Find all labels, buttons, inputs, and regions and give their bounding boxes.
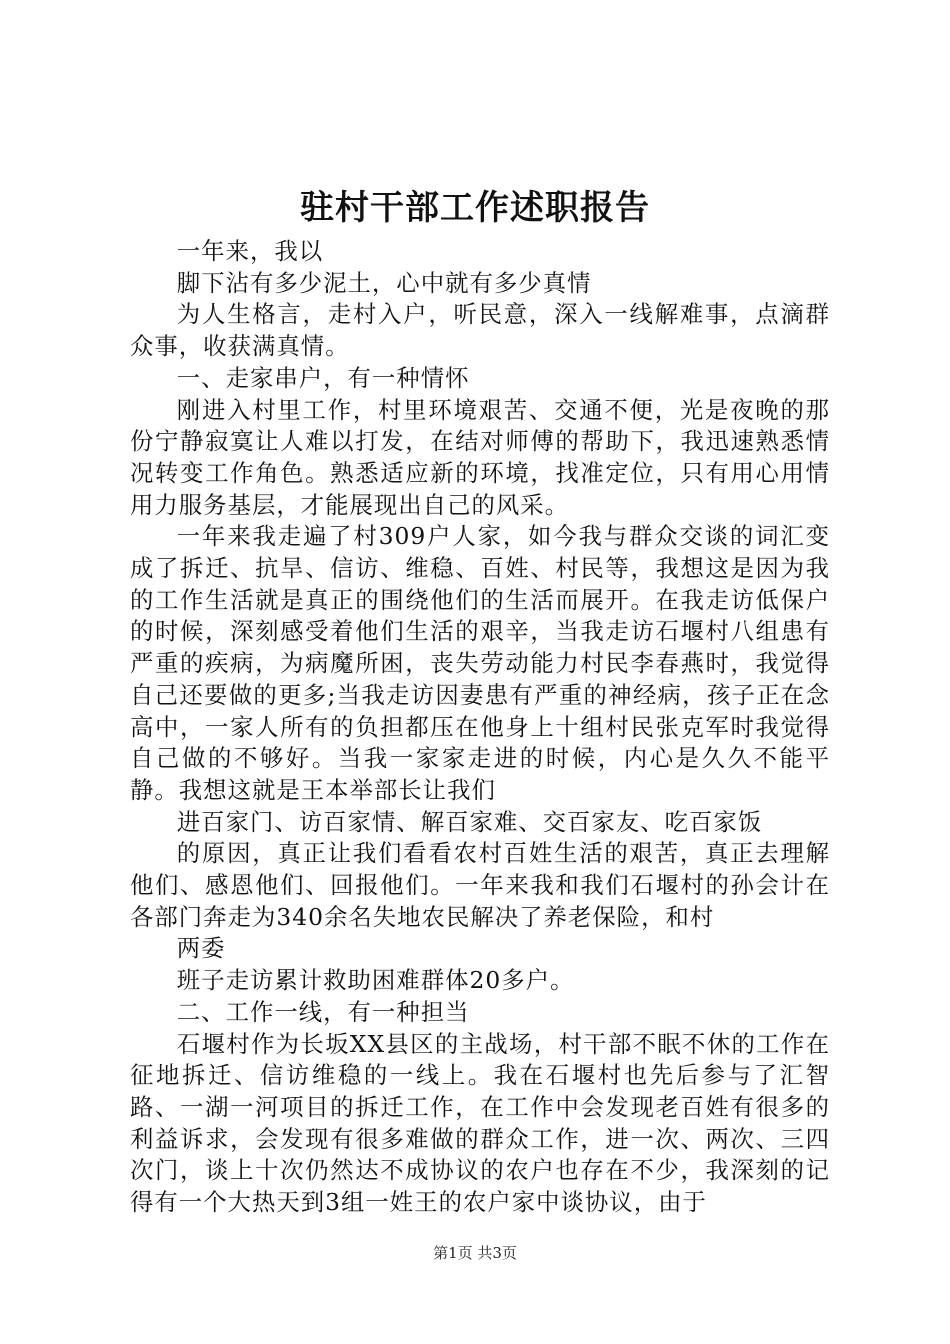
paragraph-section2-first: 石堰村作为长坂XX县区的主战场，村干部不眠不休的工作在征地拆迁、信访维稳的一线上。我在石堰村也先后参与了汇智路、一湖一河项目的拆迁工作，在工作中会发现老百姓有很多的利益诉求，会发现有很多难做的群众工作，进一次、两次、三四次门，谈上十次仍然达不成协议的农户也存在不少，我深刻的记得有一个大热天到3组一姓王的农户家中谈协议，由于 (130, 1029, 830, 1217)
paragraph-slogan: 进百家门、访百家情、解百家难、交百家友、吃百家饭 (176, 807, 763, 836)
paragraph-intro-line: 一年来，我以 (176, 237, 324, 265)
document-body (130, 236, 830, 1219)
paragraph-section1-first: 刚进入村里工作，村里环境艰苦、交通不便，光是夜晚的那份宁静寂寞让人难以打发，在结对师傅的帮助下，我迅速熟悉情况转变工作角色。熟悉适应新的环境，找准定位，只有用心用情用力服务基层，才能展现出自己的风采。 (130, 395, 830, 519)
paragraph-section1-second: 一年来我走遍了村309户人家，如今我与群众交谈的词汇变成了拆迁、抗旱、信访、维稳、百姓、村民等，我想这是因为我的工作生活就是真正的围绕他们的生活而展开。在我走访低保户的时候，深刻感受着他们生活的艰辛，当我走访石堰村八组患有严重的疾病，为病魔所困，丧失劳动能力村民李春燕时，我觉得自己还要做的更多;当我走访因妻患有严重的神经病，孩子正在念高中，一家人所有的负担都压在他身上十组村民张克军时我觉得自己做的不够好。当我一家家走进的时候，内心是久久不能平静。我想这就是王本举部长让我们 (130, 522, 830, 804)
section-heading-1: 一、走家串户，有一种情怀 (176, 363, 470, 392)
paragraph-section1-closing: 班子走访累计救助困难群体20多户。 (176, 966, 575, 995)
paragraph-two-committees: 两委 (176, 934, 226, 963)
page-footer: 第1页 共3页 (433, 1244, 517, 1262)
paragraph-motto-continuation: 为人生格言，走村入户，听民意，深入一线解难事，点滴群众事，收获满真情。 (130, 300, 830, 361)
document-title: 驻村干部工作述职报告 (300, 188, 650, 228)
paragraph-motto: 脚下沾有多少泥土，心中就有多少真情 (176, 268, 592, 297)
section-heading-2: 二、工作一线，有一种担当 (176, 997, 470, 1026)
paragraph-section1-third: 的原因，真正让我们看看农村百姓生活的艰苦，真正去理解他们、感恩他们、回报他们。一年来我和我们石堰村的孙会计在各部门奔走为340余名失地农民解决了养老保险，和村 (130, 839, 830, 931)
